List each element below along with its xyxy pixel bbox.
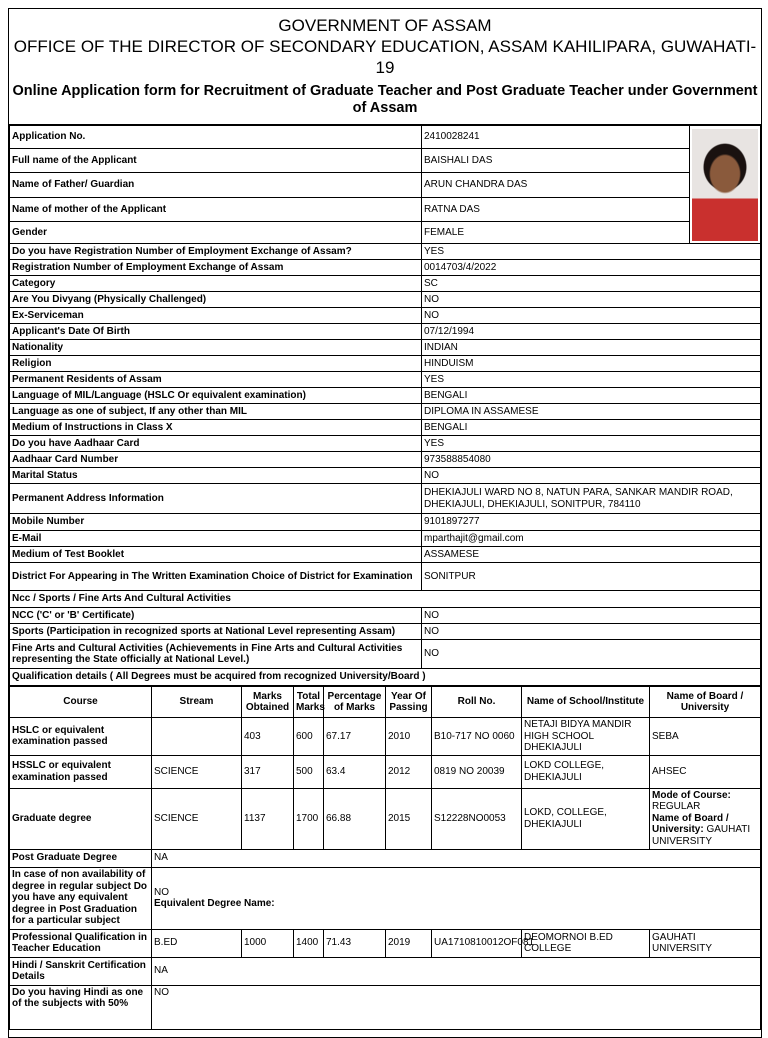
equivalent-degree-label: Equivalent Degree Name: — [154, 898, 275, 909]
column-header: Total Marks — [294, 687, 324, 718]
field-value — [152, 957, 761, 985]
column-header: Percentage of Marks — [324, 687, 386, 718]
field-label: Do you having Hindi as one of the subjects with 50% — [10, 985, 152, 1029]
qualification-table — [9, 686, 761, 1030]
field-value: NO — [422, 640, 761, 669]
field-value: 2410028241 — [422, 126, 690, 149]
field-label: Post Graduate Degree — [10, 849, 152, 867]
qualification-cell — [152, 718, 242, 756]
qualification-cell: B.ED — [152, 929, 242, 957]
field-label: Registration Number of Employment Exchange of Assam — [10, 260, 422, 276]
field-label: E-Mail — [10, 531, 422, 547]
qualification-cell: 1700 — [294, 788, 324, 849]
qualification-cell: LOKD COLLEGE, DHEKIAJULI — [522, 755, 650, 788]
table-row — [10, 340, 761, 356]
qualification-cell: S12228NO0053 — [432, 788, 522, 849]
table-row — [10, 452, 761, 468]
field-label: Medium of Instructions in Class X — [10, 420, 422, 436]
field-label: District For Appearing in The Written Examination Choice of District for Examination — [10, 563, 422, 591]
column-header: Course — [10, 687, 152, 718]
field-label: Do you have Aadhaar Card — [10, 436, 422, 452]
field-value: 07/12/1994 — [422, 324, 761, 340]
qualification-row — [10, 718, 761, 756]
table-row — [10, 222, 761, 244]
table-row — [10, 591, 761, 608]
qualification-cell: B10-717 NO 0060 — [432, 718, 522, 756]
table-row — [10, 514, 761, 531]
field-label: Qualification details ( All Degrees must be acquired from recognized University/Board ) — [10, 669, 761, 686]
field-value: HINDUISM — [422, 356, 761, 372]
qualification-cell: 2012 — [386, 755, 432, 788]
field-label: Marital Status — [10, 468, 422, 484]
field-label: Category — [10, 276, 422, 292]
field-value: NO — [422, 292, 761, 308]
table-row — [10, 436, 761, 452]
qualification-cell: 2019 — [386, 929, 432, 957]
field-value — [152, 867, 761, 929]
column-header: Name of Board / University — [650, 687, 761, 718]
table-row — [10, 531, 761, 547]
field-label: Nationality — [10, 340, 422, 356]
qualification-cell: 317 — [242, 755, 294, 788]
table-row — [10, 388, 761, 404]
qualification-cell: 63.4 — [324, 755, 386, 788]
field-value — [152, 985, 761, 1029]
application-form — [8, 8, 762, 1038]
table-row — [10, 372, 761, 388]
field-value: YES — [422, 244, 761, 260]
field-label: NCC ('C' or 'B' Certificate) — [10, 608, 422, 624]
field-value: mparthajit@gmail.com — [422, 531, 761, 547]
qualification-cell: 0819 NO 20039 — [432, 755, 522, 788]
board-value: GAUHATI UNIVERSITY — [652, 824, 751, 847]
qualification-cell: SEBA — [650, 718, 761, 756]
table-row — [10, 198, 761, 222]
table-row — [10, 149, 761, 173]
qualification-cell: 1000 — [242, 929, 294, 957]
table-row — [10, 547, 761, 563]
mode-label: Mode of Course: — [652, 789, 731, 801]
applicant-photo — [690, 126, 761, 244]
qualification-cell: 71.43 — [324, 929, 386, 957]
field-value: YES — [422, 436, 761, 452]
qualification-cell: 2010 — [386, 718, 432, 756]
course-name: HSLC or equivalent examination passed — [10, 718, 152, 756]
table-row — [10, 324, 761, 340]
field-value: DIPLOMA IN ASSAMESE — [422, 404, 761, 420]
column-header: Roll No. — [432, 687, 522, 718]
field-label: Are You Divyang (Physically Challenged) — [10, 292, 422, 308]
table-row — [10, 404, 761, 420]
qualification-cell: SCIENCE — [152, 755, 242, 788]
field-value: YES — [422, 372, 761, 388]
table-row — [10, 292, 761, 308]
table-row — [10, 468, 761, 484]
photo-image — [692, 129, 758, 241]
qualification-cell: UA1710810012OF081 — [432, 929, 522, 957]
qualification-cell: AHSEC — [650, 755, 761, 788]
field-label: Name of mother of the Applicant — [10, 198, 422, 222]
qualification-cell: 67.17 — [324, 718, 386, 756]
column-header: Year Of Passing — [386, 687, 432, 718]
column-header: Marks Obtained — [242, 687, 294, 718]
qualification-cell: 2015 — [386, 788, 432, 849]
field-value: NO — [422, 468, 761, 484]
field-label: Permanent Residents of Assam — [10, 372, 422, 388]
column-header: Name of School/Institute — [522, 687, 650, 718]
mode-value: REGULAR — [652, 801, 701, 813]
table-row — [10, 173, 761, 198]
field-label: Medium of Test Booklet — [10, 547, 422, 563]
table-row — [10, 308, 761, 324]
field-value: BAISHALI DAS — [422, 149, 690, 173]
field-label: Applicant's Date Of Birth — [10, 324, 422, 340]
field-value: DHEKIAJULI WARD NO 8, NATUN PARA, SANKAR MANDIR ROAD, DHEKIAJULI, DHEKIAJULI, SONITPUR, 784110 — [422, 484, 761, 514]
table-row — [10, 849, 761, 867]
field-value: SC — [422, 276, 761, 292]
field-label: Religion — [10, 356, 422, 372]
field-label: Gender — [10, 222, 422, 244]
field-value: RATNA DAS — [422, 198, 690, 222]
value-text: NA — [154, 852, 168, 864]
field-value: ASSAMESE — [422, 547, 761, 563]
field-value: SONITPUR — [422, 563, 761, 591]
field-label: Application No. — [10, 126, 422, 149]
table-row — [10, 985, 761, 1029]
field-label: Aadhaar Card Number — [10, 452, 422, 468]
table-row — [10, 608, 761, 624]
table-row — [10, 126, 761, 149]
value-text: NA — [154, 965, 168, 977]
qualification-cell: 403 — [242, 718, 294, 756]
table-row — [10, 276, 761, 292]
qualification-cell: 500 — [294, 755, 324, 788]
table-row — [10, 669, 761, 686]
field-value: 973588854080 — [422, 452, 761, 468]
qualification-cell: LOKD, COLLEGE, DHEKIAJULI — [522, 788, 650, 849]
field-value: FEMALE — [422, 222, 690, 244]
field-label: Language as one of subject, If any other than MIL — [10, 404, 422, 420]
qualification-row — [10, 755, 761, 788]
qualification-cell: 66.88 — [324, 788, 386, 849]
table-row — [10, 957, 761, 985]
field-label: Ex-Serviceman — [10, 308, 422, 324]
office-title: OFFICE OF THE DIRECTOR OF SECONDARY EDUCATION, ASSAM KAHILIPARA, GUWAHATI-19 — [13, 37, 757, 77]
field-value: 0014703/4/2022 — [422, 260, 761, 276]
field-label: Ncc / Sports / Fine Arts And Cultural Activities — [10, 591, 761, 608]
table-row — [10, 867, 761, 929]
table-row — [10, 640, 761, 669]
course-name: Graduate degree — [10, 788, 152, 849]
table-row — [10, 624, 761, 640]
qualification-cell: 600 — [294, 718, 324, 756]
value-text: NO — [154, 886, 169, 898]
qualification-row — [10, 788, 761, 849]
table-row — [10, 563, 761, 591]
field-label: Permanent Address Information — [10, 484, 422, 514]
board-cell — [650, 788, 761, 849]
field-label: In case of non availability of degree in regular subject Do you have any equivalent degree in Post Graduation for a particular subject — [10, 867, 152, 929]
form-header — [9, 9, 761, 125]
field-value: INDIAN — [422, 340, 761, 356]
field-label: Mobile Number — [10, 514, 422, 531]
table-row — [10, 244, 761, 260]
field-value: 9101897277 — [422, 514, 761, 531]
table-row — [10, 420, 761, 436]
field-label: Name of Father/ Guardian — [10, 173, 422, 198]
form-title: Online Application form for Recruitment of Graduate Teacher and Post Graduate Teacher under Government of Assam — [12, 83, 758, 116]
field-label: Sports (Participation in recognized sports at National Level representing Assam) — [10, 624, 422, 640]
field-value — [152, 849, 761, 867]
qualification-cell: GAUHATI UNIVERSITY — [650, 929, 761, 957]
field-value: ARUN CHANDRA DAS — [422, 173, 690, 198]
qualification-cell: 1400 — [294, 929, 324, 957]
field-label: Hindi / Sanskrit Certification Details — [10, 957, 152, 985]
field-label: Language of MIL/Language (HSLC Or equivalent examination) — [10, 388, 422, 404]
course-name: HSSLC or equivalent examination passed — [10, 755, 152, 788]
column-header: Stream — [152, 687, 242, 718]
field-value: BENGALI — [422, 388, 761, 404]
qualification-cell: 1137 — [242, 788, 294, 849]
table-row — [10, 260, 761, 276]
value-text: NO — [154, 986, 169, 998]
field-value: NO — [422, 308, 761, 324]
qualification-cell: NETAJI BIDYA MANDIR HIGH SCHOOL DHEKIAJULI — [522, 718, 650, 756]
qualification-cell: DEOMORNOI B.ED COLLEGE — [522, 929, 650, 957]
course-name: Professional Qualification in Teacher Education — [10, 929, 152, 957]
applicant-details-table — [9, 125, 761, 686]
qualification-header-row — [10, 687, 761, 718]
field-value: NO — [422, 608, 761, 624]
professional-qualification-row — [10, 929, 761, 957]
field-label: Full name of the Applicant — [10, 149, 422, 173]
qualification-cell: SCIENCE — [152, 788, 242, 849]
field-label: Fine Arts and Cultural Activities (Achievements in Fine Arts and Cultural Activities representing the State officially at National Level.) — [10, 640, 422, 669]
field-label: Do you have Registration Number of Employment Exchange of Assam? — [10, 244, 422, 260]
board-label: Name of Board / University: — [652, 812, 729, 836]
field-value: NO — [422, 624, 761, 640]
govt-title: GOVERNMENT OF ASSAM — [278, 16, 492, 35]
table-row — [10, 356, 761, 372]
table-row — [10, 484, 761, 514]
field-value: BENGALI — [422, 420, 761, 436]
